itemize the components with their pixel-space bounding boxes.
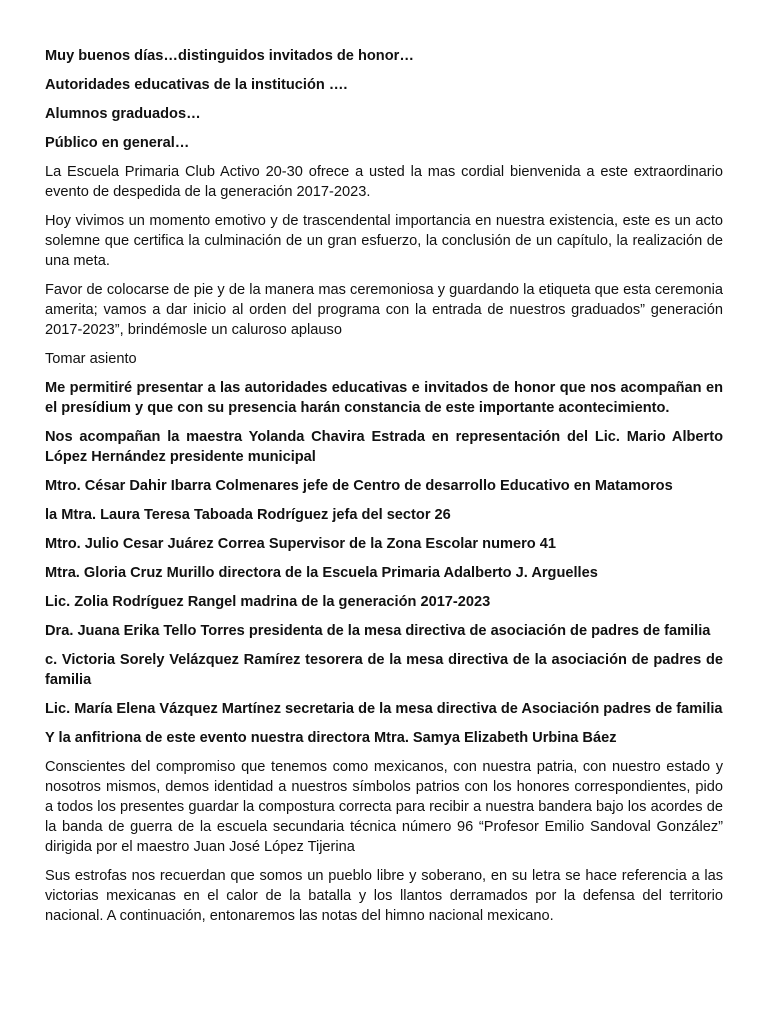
greeting-authorities: Autoridades educativas de la institución …. — [45, 77, 348, 93]
greeting-public: Público en general… — [45, 135, 190, 151]
guest-godmother: Lic. Zolia Rodríguez Rangel madrina de la generación 2017-2023 — [45, 594, 491, 610]
standing-paragraph: Favor de colocarse de pie y de la manera mas ceremoniosa y guardando la etiqueta que esta ceremonia amerita; vamos a dar inicio al orden del programa con la entrada de nuestros graduados” generación 2017-2023”, brindémosle un caluroso aplauso — [45, 282, 723, 338]
guest-parents-president: Dra. Juana Erika Tello Torres presidenta de la mesa directiva de asociación de padres de familia — [45, 623, 711, 639]
guest-sector-chief: la Mtra. Laura Teresa Taboada Rodríguez jefa del sector 26 — [45, 507, 451, 523]
greeting-guests: Muy buenos días…distinguidos invitados de honor… — [45, 48, 414, 64]
greeting-graduates: Alumnos graduados… — [45, 106, 201, 122]
welcome-paragraph: La Escuela Primaria Club Activo 20-30 ofrece a usted la mas cordial bienvenida a este extraordinario evento de despedida de la generación 2017-2023. — [45, 164, 723, 200]
anthem-paragraph: Sus estrofas nos recuerdan que somos un pueblo libre y soberano, en su letra se hace referencia a las victorias mexicanas en el calor de la batalla y los llantos derramados por la defensa del territorio nacional. A continuación, entonaremos las notas del himno nacional mexicano. — [45, 868, 723, 924]
guest-representative: Nos acompañan la maestra Yolanda Chavira Estrada en representación del Lic. Mario Alberto López Hernández presidente municipal — [45, 429, 723, 465]
presentation-paragraph: Me permitiré presentar a las autoridades educativas e invitados de honor que nos acompañan en el presídium y que con su presencia harán constancia de este importante acontecimiento. — [45, 380, 723, 416]
document-page — [45, 46, 723, 935]
host-director: Y la anfitriona de este evento nuestra directora Mtra. Samya Elizabeth Urbina Báez — [45, 730, 617, 746]
guest-cde-chief: Mtro. César Dahir Ibarra Colmenares jefe de Centro de desarrollo Educativo en Matamoros — [45, 478, 673, 494]
moment-paragraph: Hoy vivimos un momento emotivo y de trascendental importancia en nuestra existencia, este es un acto solemne que certifica la culminación de un gran esfuerzo, la conclusión de un capítulo, la realización de una meta. — [45, 213, 723, 269]
guest-zone-supervisor: Mtro. Julio Cesar Juárez Correa Supervisor de la Zona Escolar numero 41 — [45, 536, 556, 552]
guest-school-director: Mtra. Gloria Cruz Murillo directora de la Escuela Primaria Adalberto J. Arguelles — [45, 565, 598, 581]
flag-honors-paragraph: Conscientes del compromiso que tenemos como mexicanos, con nuestra patria, con nuestro estado y nosotros mismos, demos identidad a nuestros símbolos patrios con los honores correspondientes, pido a todos los presentes guardar la compostura correcta para recibir a nuestra bandera bajo los acordes de la banda de guerra de la escuela secundaria técnica número 96 “Profesor Emilio Sandoval González” dirigida por el maestro Juan José López Tijerina — [45, 759, 723, 855]
guest-parents-secretary: Lic. María Elena Vázquez Martínez secretaria de la mesa directiva de Asociación padres de familia — [45, 701, 723, 717]
take-seat-line: Tomar asiento — [45, 351, 137, 367]
guest-parents-treasurer: c. Victoria Sorely Velázquez Ramírez tesorera de la mesa directiva de la asociación de padres de familia — [45, 652, 723, 688]
